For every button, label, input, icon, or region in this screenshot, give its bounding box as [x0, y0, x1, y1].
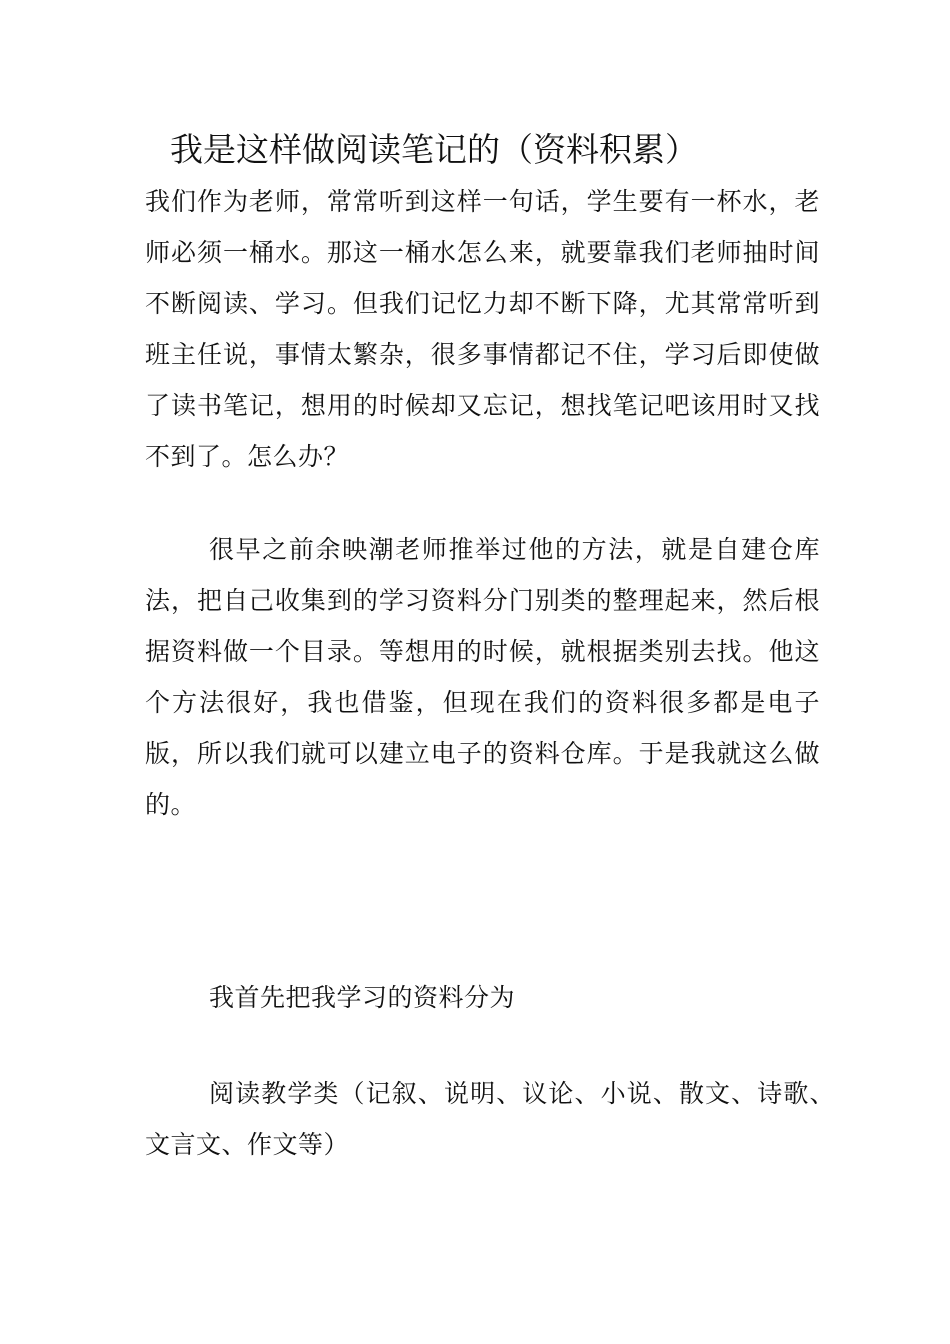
paragraph-category-reading: 阅读教学类（记叙、说明、议论、小说、散文、诗歌、文言文、作文等）	[145, 1079, 835, 1159]
paragraph-intro: 我们作为老师，常常听到这样一句话，学生要有一杯水，老师必须一桶水。那这一桶水怎么来，就要靠我们老师抽时间不断阅读、学习。但我们记忆力却不断下降，尤其常常听到班主任说，事情太繁杂，很多事情都记不住，学习后即使做了读书笔记，想用的时候却又忘记，想找笔记吧该用时又找不到了。怎么办？	[145, 187, 820, 471]
paragraph-classification: 我首先把我学习的资料分为	[209, 983, 516, 1012]
paragraph-method: 很早之前余映潮老师推举过他的方法，就是自建仓库法，把自己收集到的学习资料分门别类的整理起来，然后根据资料做一个目录。等想用的时候，就根据类别去找。他这个方法很好，我也借鉴，但现在我们的资料很多都是电子版，所以我们就可以建立电子的资料仓库。于是我就这么做的。	[145, 535, 820, 819]
document-title: 我是这样做阅读笔记的（资料积累）	[170, 130, 698, 169]
